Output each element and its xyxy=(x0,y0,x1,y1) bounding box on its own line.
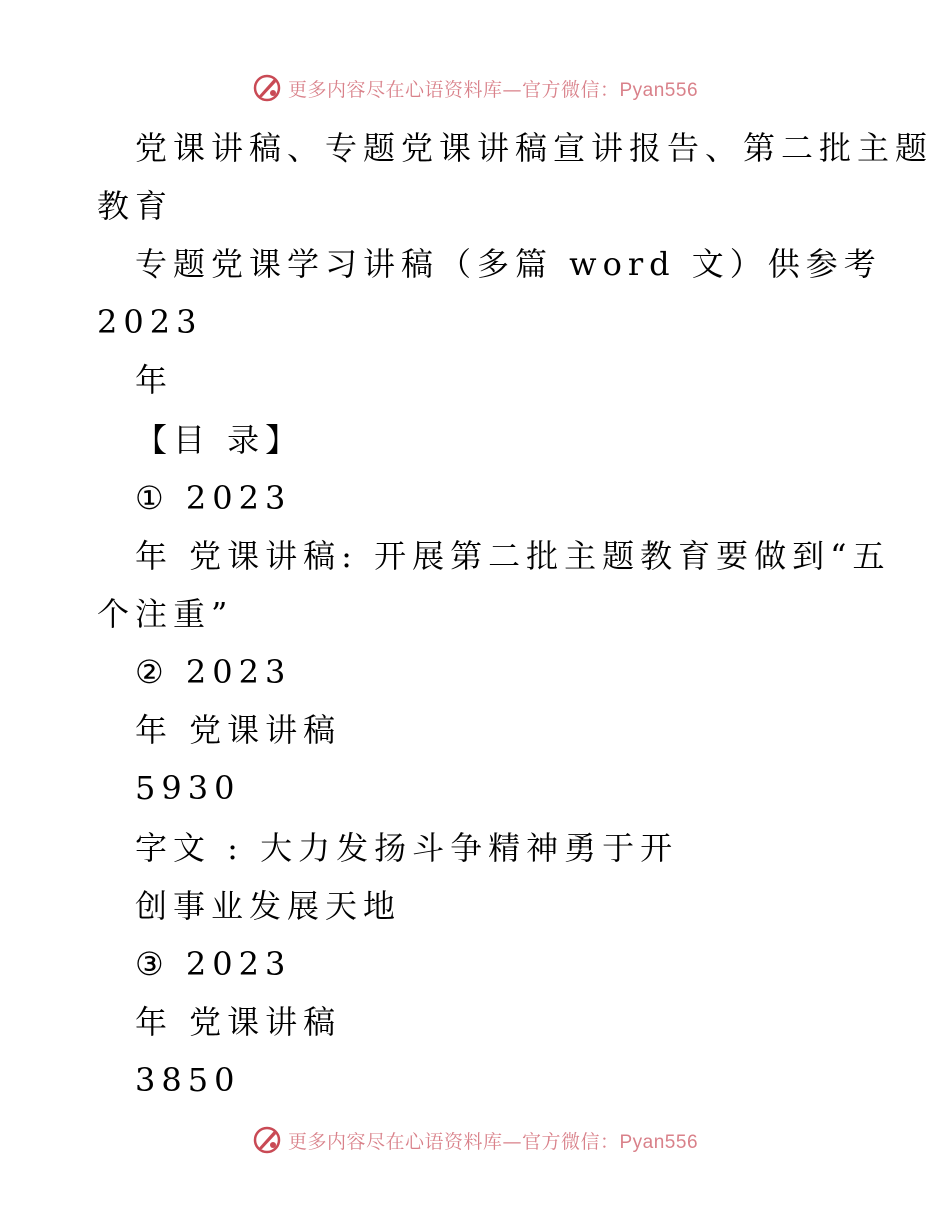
toc-item-wordcount: 3850 xyxy=(135,1061,241,1099)
subtitle-line: 专题党课学习讲稿（多篇 word 文）供参考 xyxy=(135,245,882,283)
toc-item-title: 年 党课讲稿 xyxy=(135,711,342,749)
title-line-continued: 教育 xyxy=(97,187,174,225)
quill-circle-icon xyxy=(252,1125,282,1155)
watermark-text: 更多内容尽在心语资料库—官方微信：Pyan556 xyxy=(287,78,699,101)
toc-item-title: 年 党课讲稿 xyxy=(135,1003,342,1041)
toc-heading: 【目 录】 xyxy=(135,421,304,459)
footer-watermark xyxy=(0,1120,950,1160)
toc-item-title-continued: 字文 : 大力发扬斗争精神勇于开 xyxy=(135,829,679,867)
year-line: 2023 xyxy=(97,303,203,341)
toc-item-number: ③ 2023 xyxy=(135,945,292,983)
toc-item-title: 年 党课讲稿: 开展第二批主题教育要做到“五 xyxy=(135,537,891,575)
toc-item-title-continued: 个注重” xyxy=(97,595,234,633)
title-line: 党课讲稿、专题党课讲稿宣讲报告、第二批主题 xyxy=(135,129,934,167)
toc-item-number: ① 2023 xyxy=(135,479,292,517)
toc-item-wordcount: 5930 xyxy=(135,769,241,807)
year-suffix: 年 xyxy=(135,361,174,399)
watermark-text: 更多内容尽在心语资料库—官方微信：Pyan556 xyxy=(287,1130,699,1153)
toc-item-title-continued: 创事业发展天地 xyxy=(135,887,402,925)
toc-item-number: ② 2023 xyxy=(135,653,292,691)
